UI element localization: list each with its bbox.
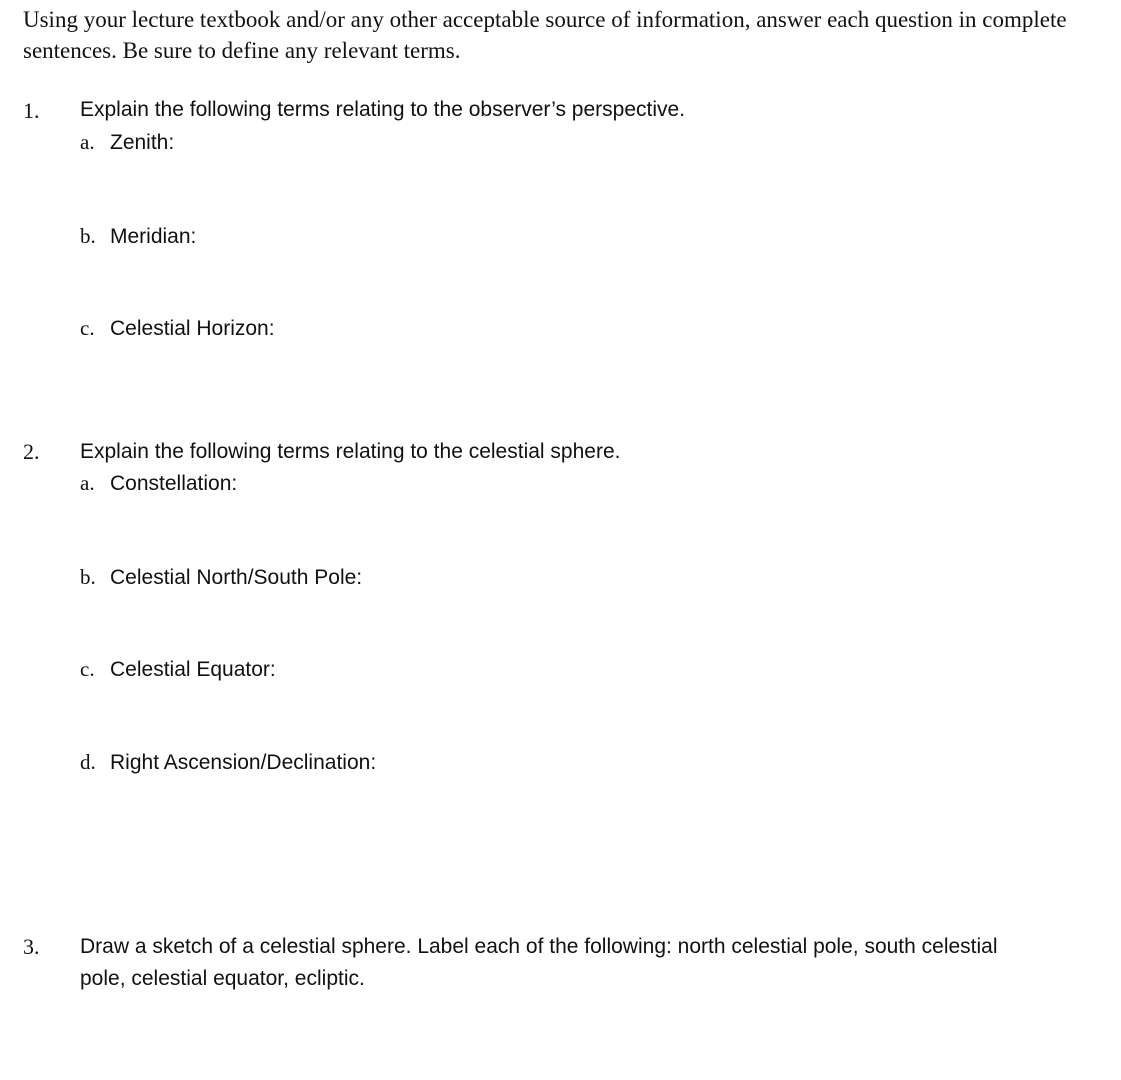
instructions: Using your lecture textbook and/or any other acceptable source of information, answer each question in complete sentences. Be sure to define any relevant terms. [23, 7, 1067, 63]
item-term: Right Ascension/Declination: [110, 751, 377, 774]
question-3-number: 3. [23, 934, 40, 959]
question-2-item-c [80, 655, 276, 684]
item-term: Celestial Equator: [110, 658, 276, 681]
item-term: Celestial North/South Pole: [110, 566, 363, 589]
question-3-prompt: Draw a sketch of a celestial sphere. Label each of the following: north celestial pole, south celestial pole, celestial equator, ecliptic. [80, 935, 998, 990]
question-1-item-b [80, 222, 196, 251]
item-term: Constellation: [110, 472, 238, 495]
item-letter: d. [80, 750, 96, 774]
item-letter: c. [80, 657, 95, 681]
question-2-prompt: Explain the following terms relating to the celestial sphere. [80, 440, 621, 463]
item-term: Celestial Horizon: [110, 317, 275, 340]
question-2-number: 2. [23, 439, 40, 464]
question-1-item-c [80, 314, 275, 343]
question-2-item-a [80, 469, 237, 498]
item-letter: c. [80, 316, 95, 340]
item-term: Meridian: [110, 225, 197, 248]
question-1-prompt: Explain the following terms relating to the observer’s perspective. [80, 98, 686, 121]
item-letter: a. [80, 471, 95, 495]
item-letter: a. [80, 130, 95, 154]
question-2-item-d [80, 748, 376, 777]
question-1-number: 1. [23, 98, 40, 123]
item-letter: b. [80, 224, 96, 248]
question-1-item-a [80, 128, 174, 157]
question-2-item-b [80, 563, 362, 592]
item-letter: b. [80, 565, 96, 589]
item-term: Zenith: [110, 131, 175, 154]
